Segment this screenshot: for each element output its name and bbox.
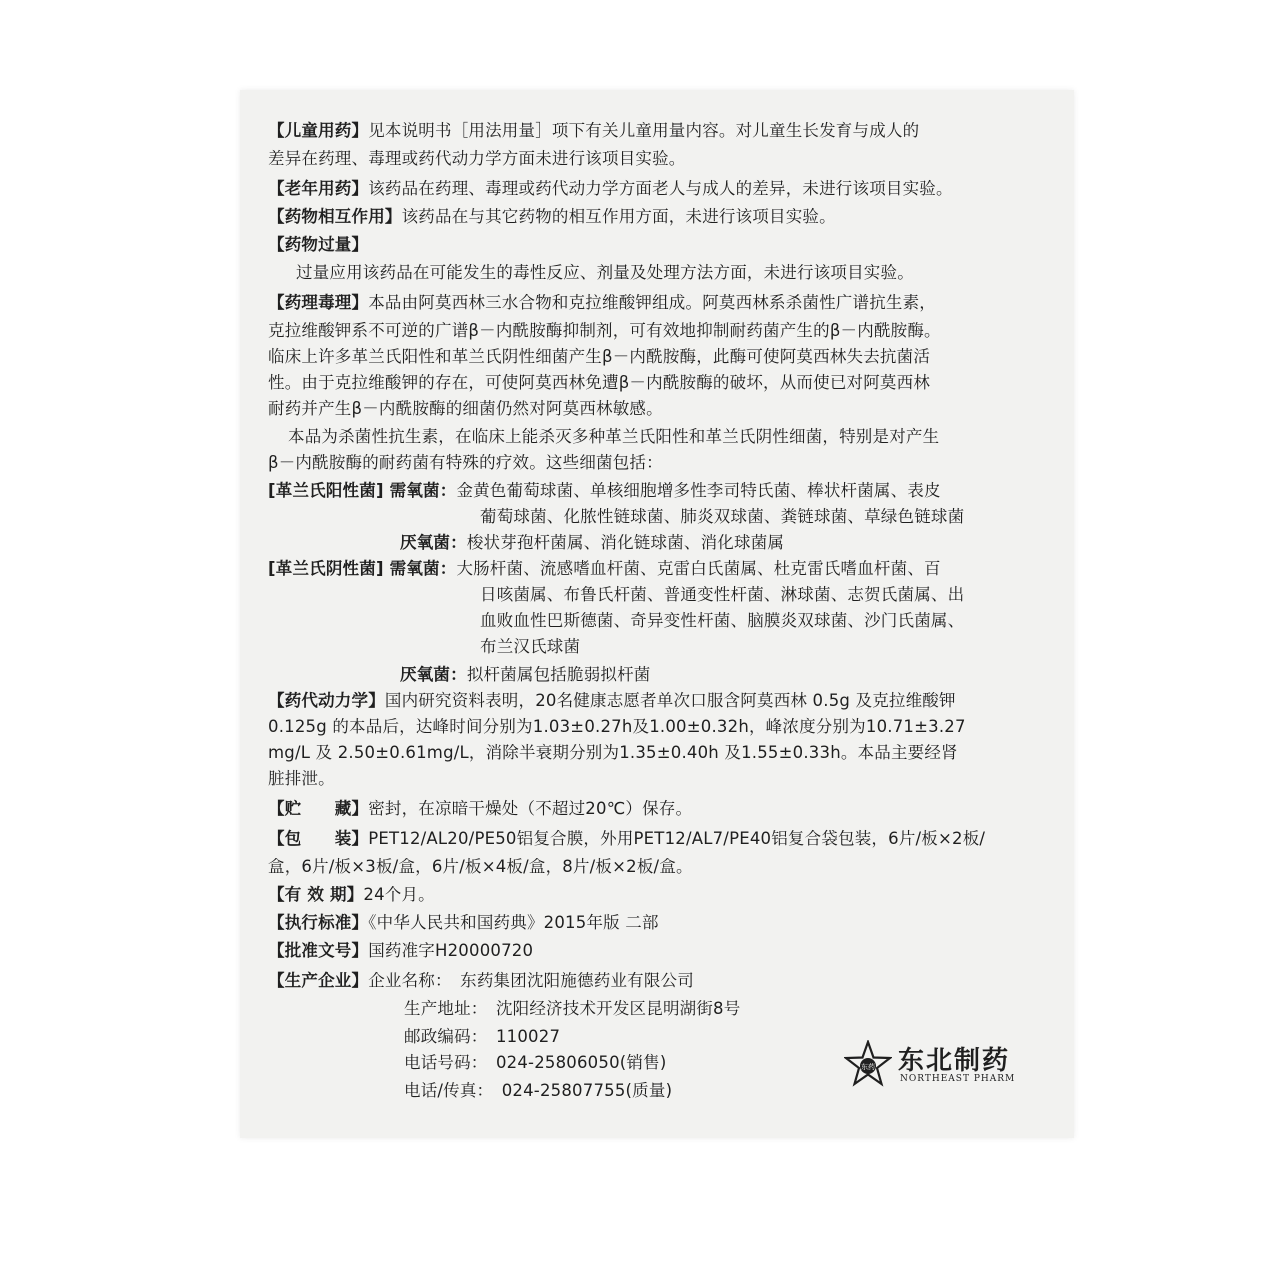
text-line (268, 740, 1048, 766)
section-label: 【包 装】 (268, 829, 369, 848)
text-line (288, 424, 1068, 450)
text-line (268, 826, 1048, 852)
section-text: 大肠杆菌、流感嗜血杆菌、克雷白氏菌属、杜克雷氏嗜血杆菌、百 (456, 559, 941, 578)
section-text: 过量应用该药品在可能发生的毒性反应、剂量及处理方法方面，未进行该项目实验。 (296, 263, 914, 282)
section-text: 生产地址： 沈阳经济技术开发区昆明湖街8号 (404, 999, 741, 1018)
section-text: 企业名称： 东药集团沈阳施德药业有限公司 (368, 971, 694, 990)
company-logo (844, 1038, 1044, 1098)
section-text: 布兰汉氏球菌 (480, 637, 581, 656)
section-text: 盒，6片/板×3板/盒，6片/板×4板/盒，8片/板×2板/盒。 (268, 857, 693, 876)
text-line (268, 478, 1048, 504)
section-label: 【执行标准】 (268, 913, 369, 932)
section-label: 【药物过量】 (268, 235, 369, 254)
section-text: 本品由阿莫西林三水合物和克拉维酸钾组成。阿莫西林系杀菌性广谱抗生素， (368, 293, 937, 312)
text-line (480, 504, 1260, 530)
text-line (268, 910, 1048, 936)
section-label: [革兰氏阴性菌] 需氧菌： (268, 559, 457, 578)
section-text: 电话号码： 024-25806050(销售) (404, 1053, 667, 1072)
section-label: 【药代动力学】 (268, 691, 385, 710)
star-emblem-icon (844, 1040, 892, 1088)
text-line (480, 608, 1260, 634)
section-text: 临床上许多革兰氏阳性和革兰氏阴性细菌产生β－内酰胺酶，此酶可使阿莫西林失去抗菌活 (268, 347, 931, 366)
text-line (268, 370, 1048, 396)
text-line (268, 796, 1048, 822)
text-line (268, 556, 1048, 582)
text-line (268, 232, 1048, 258)
section-text: 血败血性巴斯德菌、奇异变性杆菌、脑膜炎双球菌、沙门氏菌属、 (480, 611, 965, 630)
section-text: β－内酰胺酶的耐药菌有特殊的疗效。这些细菌包括： (268, 453, 663, 472)
section-text: 该药品在与其它药物的相互作用方面，未进行该项目实验。 (401, 207, 836, 226)
section-text: 耐药并产生β－内酰胺酶的细菌仍然对阿莫西林敏感。 (268, 399, 663, 418)
section-text: 脏排泄。 (268, 769, 335, 788)
section-label: 【贮 藏】 (268, 799, 369, 818)
text-line (268, 854, 1048, 880)
section-text: 见本说明书［用法用量］项下有关儿童用量内容。对儿童生长发育与成人的 (368, 121, 920, 140)
section-text: 电话/传真： 024-25807755(质量) (404, 1081, 673, 1100)
section-text: 日咳菌属、布鲁氏杆菌、普通变性杆菌、淋球菌、志贺氏菌属、出 (480, 585, 965, 604)
section-text: 差异在药理、毒理或药代动力学方面未进行该项目实验。 (268, 149, 686, 168)
text-line (404, 1078, 1184, 1104)
text-line (268, 204, 1048, 230)
logo-mark-text: 东药 (861, 1063, 875, 1071)
text-line (480, 634, 1260, 660)
section-text: 该药品在药理、毒理或药代动力学方面老人与成人的差异，未进行该项目实验。 (368, 179, 953, 198)
section-label: 厌氧菌： (400, 665, 467, 684)
text-line (268, 882, 1048, 908)
text-line (400, 662, 1180, 688)
section-label: 【老年用药】 (268, 179, 369, 198)
text-line (268, 118, 1048, 144)
section-text: 本品为杀菌性抗生素，在临床上能杀灭多种革兰氏阳性和革兰氏阴性细菌，特别是对产生 (288, 427, 940, 446)
leaflet-page (240, 90, 1074, 1138)
section-label: 【有 效 期】 (268, 885, 364, 904)
text-line (268, 938, 1048, 964)
section-text: 《中华人民共和国药典》2015年版 二部 (368, 913, 659, 932)
section-text: 金黄色葡萄球菌、单核细胞增多性李司特氏菌、棒状杆菌属、表皮 (456, 481, 941, 500)
text-line (404, 1024, 1184, 1050)
section-text: 性。由于克拉维酸钾的存在，可使阿莫西林免遭β－内酰胺酶的破坏，从而使已对阿莫西林 (268, 373, 931, 392)
text-line (268, 688, 1048, 714)
section-label: [革兰氏阳性菌] 需氧菌： (268, 481, 457, 500)
logo-english-name: NORTHEAST PHARM (900, 1074, 1016, 1084)
section-text: 0.125g 的本品后，达峰时间分别为1.03±0.27h及1.00±0.32h，峰浓度分别为10.71±3.27 (268, 717, 966, 736)
section-text: 24个月。 (363, 885, 435, 904)
section-label: 【批准文号】 (268, 941, 369, 960)
logo-chinese-name: 东北制药 (898, 1046, 1011, 1076)
text-line (268, 396, 1048, 422)
section-label: 【儿童用药】 (268, 121, 369, 140)
text-line (268, 968, 1048, 994)
section-label: 厌氧菌： (400, 533, 467, 552)
text-line (268, 766, 1048, 792)
section-text: 葡萄球菌、化脓性链球菌、肺炎双球菌、粪链球菌、草绿色链球菌 (480, 507, 965, 526)
text-line (400, 530, 1180, 556)
section-text: 国内研究资料表明，20名健康志愿者单次口服含阿莫西林 0.5g 及克拉维酸钾 (384, 691, 956, 710)
text-line (296, 260, 1076, 286)
section-text: PET12/AL20/PE50铝复合膜，外用PET12/AL7/PE40铝复合袋包装，6片/板×2板/ (368, 829, 986, 848)
section-label: 【药物相互作用】 (268, 207, 402, 226)
text-line (268, 290, 1048, 316)
section-text: 国药准字H20000720 (368, 941, 534, 960)
text-line (480, 582, 1260, 608)
text-line (268, 450, 1048, 476)
text-line (404, 996, 1184, 1022)
section-text: mg/L 及 2.50±0.61mg/L，消除半衰期分别为1.35±0.40h 及1.55±0.33h。本品主要经肾 (268, 743, 958, 762)
section-label: 【药理毒理】 (268, 293, 369, 312)
section-label: 【生产企业】 (268, 971, 369, 990)
text-line (268, 176, 1048, 202)
text-line (268, 318, 1048, 344)
section-text: 密封，在凉暗干燥处（不超过20℃）保存。 (368, 799, 693, 818)
text-line (268, 146, 1048, 172)
text-line (268, 344, 1048, 370)
section-text: 梭状芽孢杆菌属、消化链球菌、消化球菌属 (466, 533, 785, 552)
text-line (404, 1050, 1184, 1076)
section-text: 克拉维酸钾系不可逆的广谱β－内酰胺酶抑制剂，可有效地抑制耐药菌产生的β－内酰胺酶。 (268, 321, 941, 340)
section-text: 拟杆菌属包括脆弱拟杆菌 (466, 665, 651, 684)
section-text: 邮政编码： 110027 (404, 1027, 561, 1046)
leaflet-text (240, 90, 1074, 1138)
text-line (268, 714, 1048, 740)
